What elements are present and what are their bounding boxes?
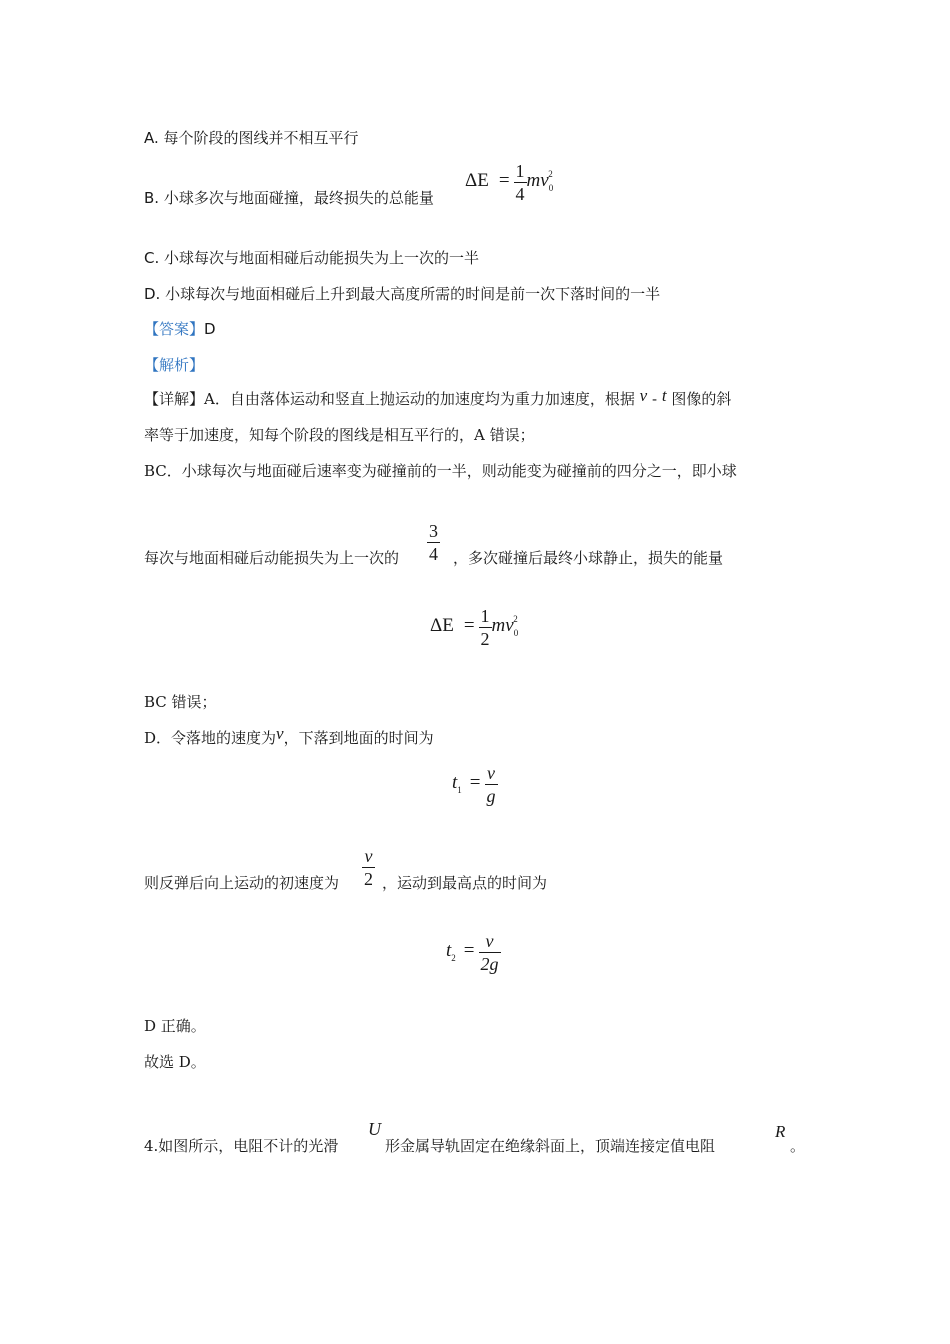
math-equals: = [498, 170, 510, 192]
detail-line-2: 率等于加速度，知每个阶段的图线是相互平行的，A 错误； [144, 426, 535, 444]
detail-line-4a: 每次与地面相碰后动能损失为上一次的 [144, 549, 400, 567]
math-r: R [775, 1122, 786, 1141]
detail-line-6: D．令落地的速度为v，下落到地面的时间为 [144, 724, 434, 747]
fraction-three-quarters: $\frac{3}{4}$ [429, 521, 438, 564]
answer-tag: 【答案】 [144, 320, 205, 338]
formula-t2: $t_2$ = $\frac{v}{2g}$ [446, 931, 499, 974]
detail-line-9: 故选 D。 [144, 1053, 206, 1071]
option-c: C. 小球每次与地面相碰后动能损失为上一次的一半 [144, 249, 480, 267]
analysis-tag: 【解析】 [144, 356, 205, 374]
answer-value: D [204, 320, 216, 338]
question-4-line-c: 。 [790, 1137, 806, 1155]
answer-line [144, 319, 216, 339]
question-4-line-b: 形金属导轨固定在绝缘斜面上，顶端连接定值电阻 [385, 1137, 716, 1155]
detail-line-7a: 则反弹后向上运动的初速度为 [144, 874, 340, 892]
formula-delta-e-half: ΔE = $\frac{1}{2}$ $mv_0^2$ [430, 606, 519, 649]
detail-line-8: D 正确。 [144, 1017, 206, 1035]
detail-line-1: 【详解】A．自由落体运动和竖直上抛运动的加速度均为重力加速度，根据 v - t 图像的斜 [144, 386, 732, 408]
math-u: U [368, 1119, 381, 1139]
formula-delta-e-quarter: ΔE = $\frac{1}{4}$ $mv_0^2$ [465, 161, 554, 204]
formula-t1: $t_1$ = $\frac{v}{g}$ [452, 763, 496, 806]
detail-line-5: BC 错误； [144, 693, 217, 711]
detail-line-3: BC．小球每次与地面碰后速率变为碰撞前的一半，则动能变为碰撞前的四分之一，即小球 [144, 462, 737, 480]
fraction-one-quarter: $\frac{1}{4}$ [515, 161, 525, 204]
detail-line-4b: ，多次碰撞后最终小球静止，损失的能量 [453, 549, 724, 567]
option-a: A. 每个阶段的图线并不相互平行 [144, 129, 359, 147]
option-b: B. 小球多次与地面碰撞，最终损失的总能量 [144, 189, 434, 207]
detail-tag: 【详解】 [144, 390, 205, 408]
fraction-v-over-2: $\frac{v}{2}$ [364, 846, 373, 889]
option-d: D. 小球每次与地面相碰后上升到最大高度所需的时间是前一次下落时间的一半 [144, 285, 661, 303]
detail-line-7b: ，运动到最高点的时间为 [382, 874, 548, 892]
question-4-line: 4.如图所示，电阻不计的光滑 [144, 1137, 339, 1155]
math-delta-e: ΔE [465, 170, 489, 192]
fraction-one-half: $\frac{1}{2}$ [480, 606, 490, 649]
